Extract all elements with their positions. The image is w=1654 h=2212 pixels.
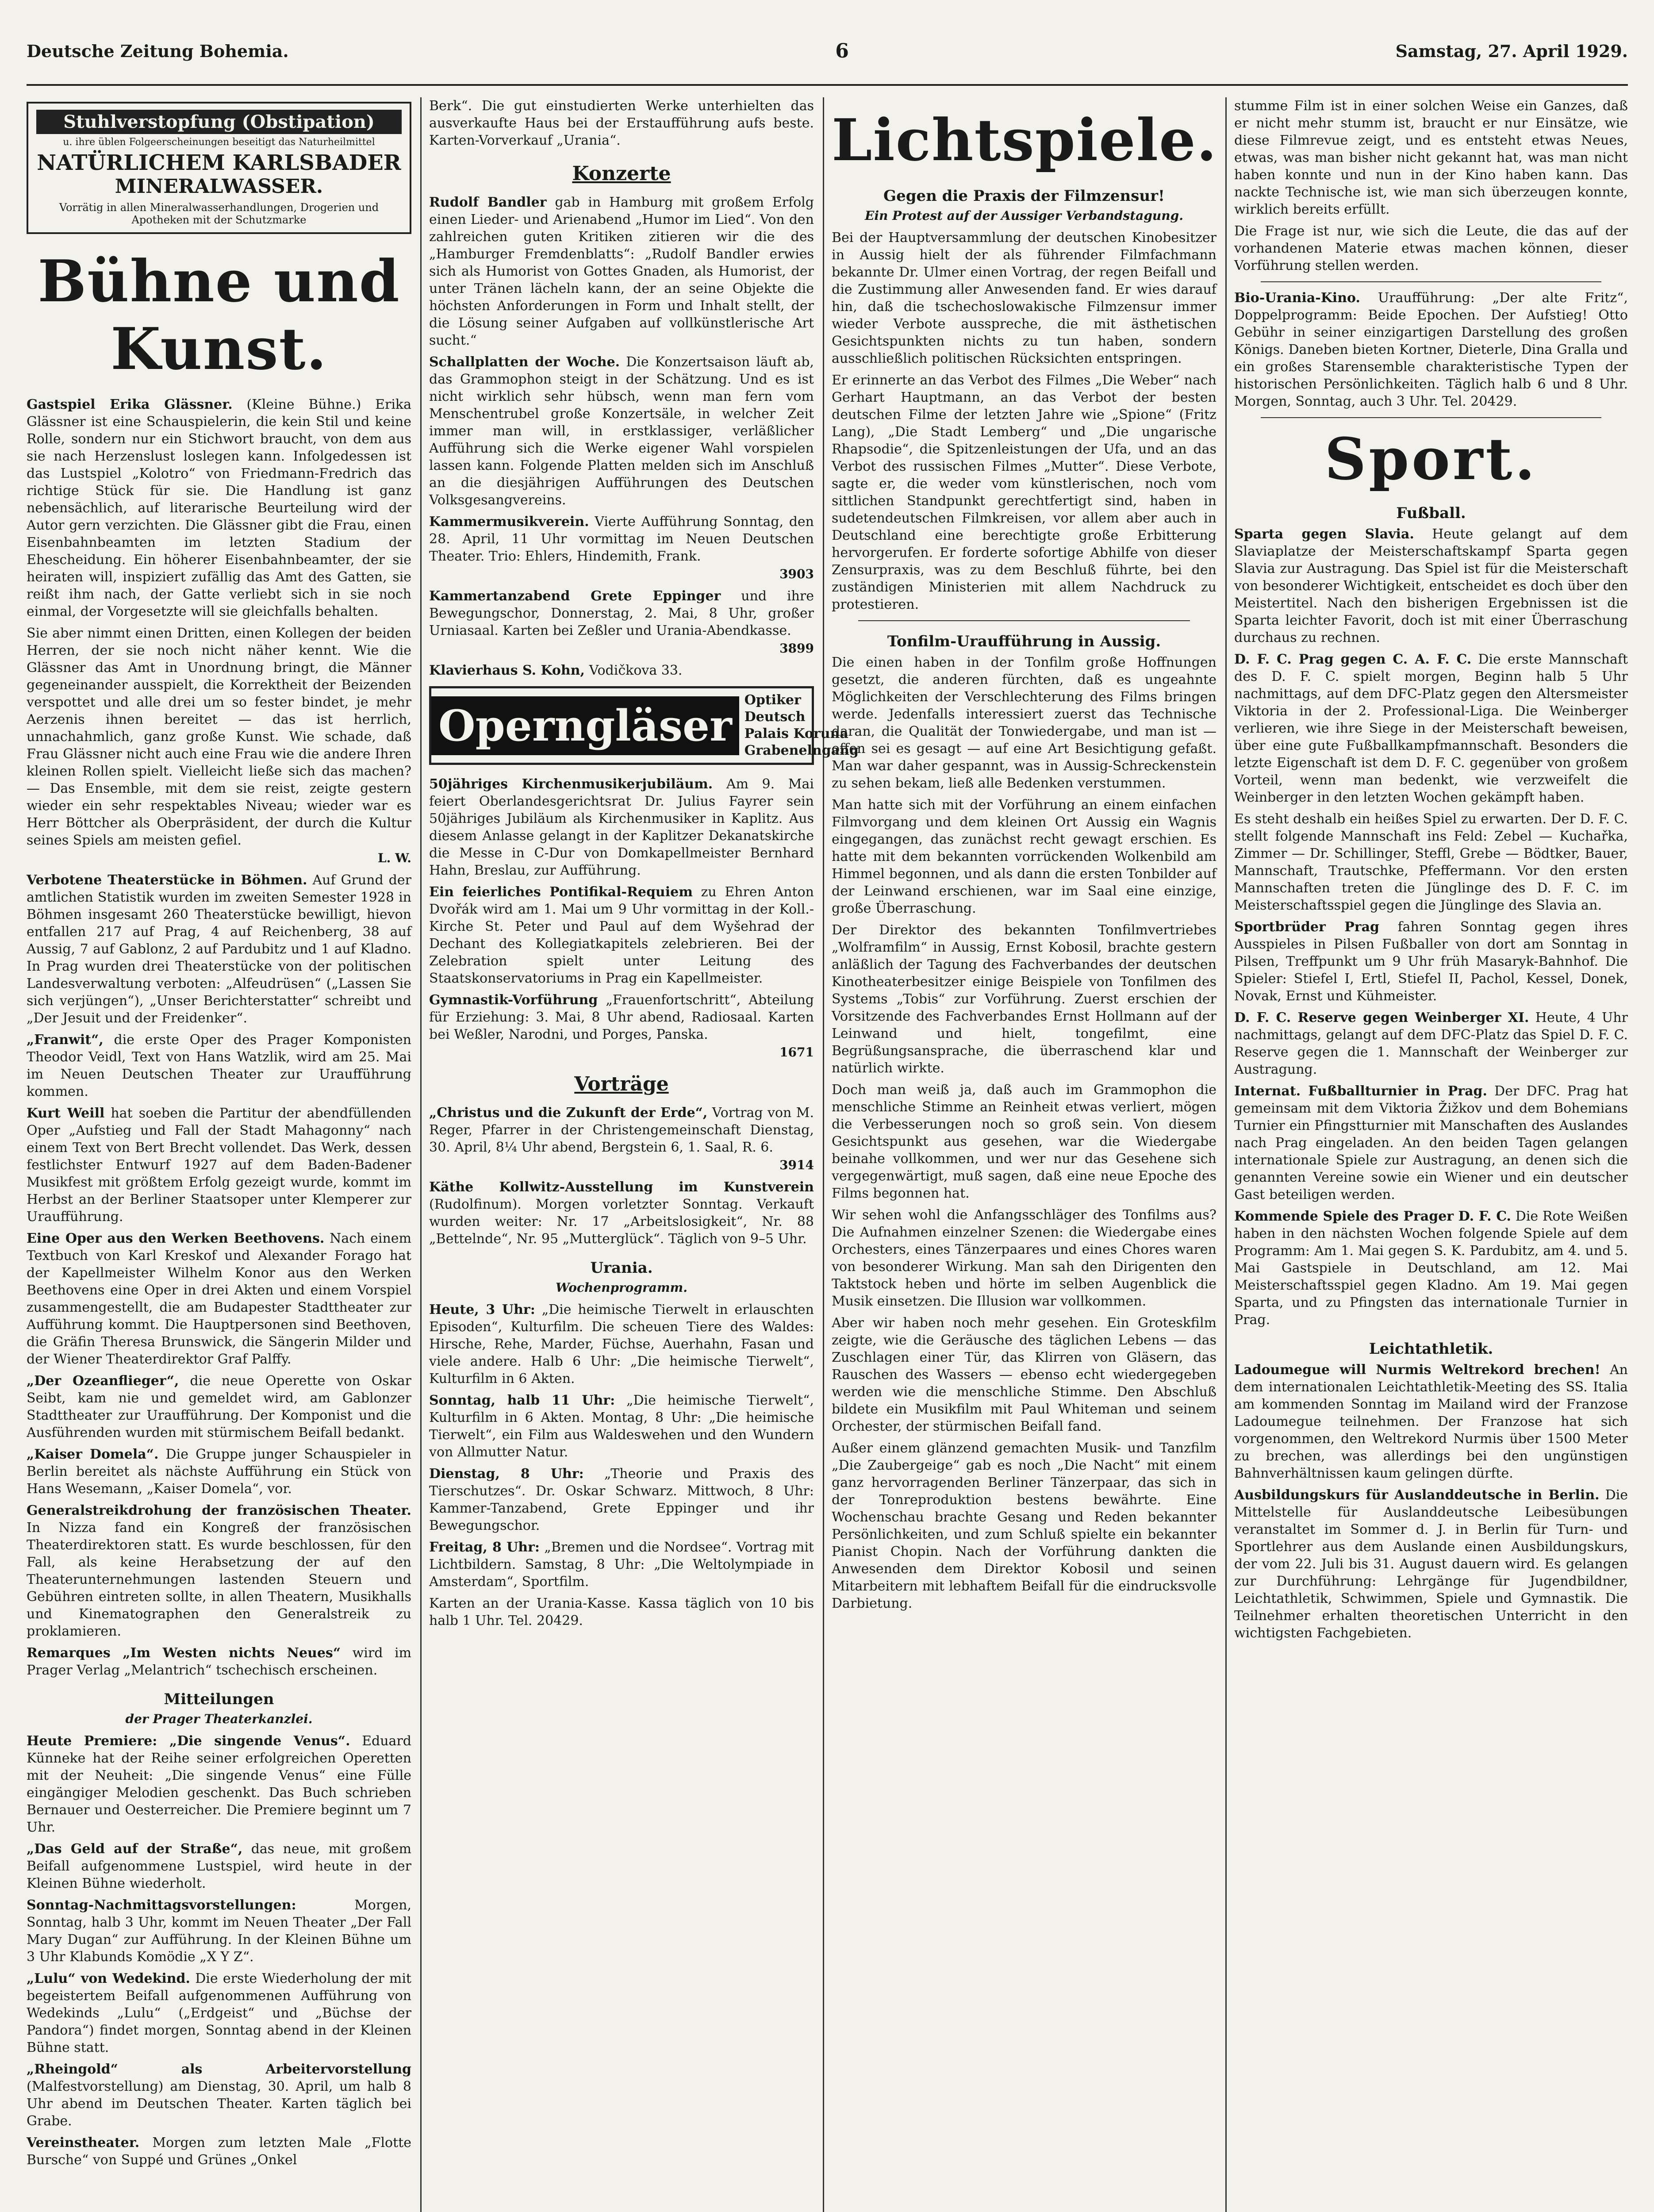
- newspaper-name: Deutsche Zeitung Bohemia.: [27, 41, 289, 61]
- column-3: [832, 97, 1217, 2212]
- article-tonfilm-cont: stumme Film ist in einer solchen Weise ein Ganzes, daß er nicht mehr stumm ist, braucht er nur Einsätze, wie diese Filmrevue zeigt, und es entsteht etwas Neues, etwas, was man bisher nicht gekannt hat, was man nicht haben konnte und nun in der Kino haben kann. Das nackte Technische ist, wie man sich überzeugen konnte, wirklich bereits erfüllt.: [1234, 98, 1628, 217]
- column-divider: [420, 97, 422, 2212]
- article-sonntag: Sonntag-Nachmittagsvorstellungen: Morgen, Sonntag, halb 3 Uhr, kommt im Neuen Theater „Der Fall Mary Dugan“ zur Aufführung. In der Kleinen Bühne um 3 Uhr Klabunds Komödie „X Y Z“.: [27, 1897, 411, 1965]
- article-jubilaeum: 50jähriges Kirchenmusikerjubiläum. Am 9. Mai feiert Oberlandesgerichtsrat Dr. Julius Fayrer sein 50jähriges Jubiläum als Kirchenmusiker in Kaplitz. Aus diesem Anlasse gelangt in der Kaplitzer Dekanatskirche die Messe in C-Dur von Domkapellmeister Bernhard Hahn, Breslau, zur Aufführung.: [429, 776, 814, 878]
- section-title-lichtspiele: Lichtspiele.: [832, 106, 1218, 174]
- article-tonfilm-cont: Die Frage ist nur, wie sich die Leute, die das auf der vorhandenen Materie etwas machen können, dieser Vorführung stellen werden.: [1234, 223, 1628, 273]
- author-signature: L. W.: [377, 851, 411, 865]
- column-divider: [823, 97, 824, 2212]
- article-filmzensur-cont: Er erinnerte an das Verbot des Filmes „Die Weber“ nach Gerhart Hauptmann, an das Verbot der besten deutschen Filme der letzten Jahre wie „Spione“ (Fritz Lang), „Die Stadt Lemberg“ und „Die ungarische Rhapsodie“, die Spitzenleistungen der Ufa, und an das Verbot des russischen Filmes „Mutter“. Diese Verbote, sagte er, die weder vom künstlerischen, noch vom sittlichen Standpunkt gerechtfertigt sind, haben in sudetendeutschen Filmkreisen, vor allem aber auch in Deutschland eine berechtigte große Erbitterung hervorgerufen. Er forderte sofortige Abhilfe von dieser Zensurpraxis, was zu dem Beschluß führte, bei den zuständigen Ministerien mit allem Nachdruck zu protestieren.: [832, 373, 1217, 612]
- ad-number: 3914: [779, 1158, 814, 1172]
- article-glaessner: Gastspiel Erika Glässner. (Kleine Bühne.) Erika Glässner ist eine Schauspielerin, die kein Stil und keine Rolle, sondern nur ein Stichwort braucht, von dem aus sie nach Herzenslust loslegen kann. Infolgedessen ist das Lustspiel „Kolotro“ von Friedmann-Fredrich das richtige Stück für sie. Die Handlung ist ganz nebensächlich, auf literarische Beurteilung wird der Autor gern verzichten. Die Glässner gibt die Frau, einen Eisenbahnbeamten im letzten Stadium der Ehescheidung. Ein höherer Eisenbahnbeamter, der sie heiraten will, inspiziert zufällig das Amt des Gatten, sie reißt ihm nach, der Gatte verliebt sich in sie noch einmal, der Vorgesetzte will sie gleichfalls behalten.: [27, 397, 411, 619]
- article-premiere: Heute Premiere: „Die singende Venus“. Eduard Künneke hat der Reihe seiner erfolgreichen Operetten mit der Neuheit: „Die singende Venus“ eine Fülle eingängiger Melodien geschenkt. Das Buch schrieben Bernauer und Oesterreicher. Die Premiere beginnt um 7 Uhr.: [27, 1733, 411, 1835]
- article-kammermusik: Kammermusikverein. Vierte Aufführung Sonntag, den 28. April, 11 Uhr vormittag im Neuen Deutschen Theater. Trio: Ehlers, Hindemith, Frank.: [429, 514, 814, 564]
- program-entry: Dienstag, 8 Uhr: „Theorie und Praxis des Tierschutzes“. Dr. Oskar Schwarz. Mittwoch, 8 Uhr: Kammer-Tanzabend, Grete Eppinger und ihr Bewegungschor.: [429, 1466, 814, 1533]
- article-dfc-cont: Es steht deshalb ein heißes Spiel zu erwarten. Der D. F. C. stellt folgende Mannschaft ins Feld: Zebel — Kuchařka, Zimmer — Dr. Schillinger, Steffl, Grebe — Bödtker, Bauer, Mannschaft, Trautschke, Pfeffermann. Vor den ersten Mannschaften treten die Jünglinge des D. F. C. im Meisterschaftsspiel gegen die Jünglinge des Slavia an.: [1234, 811, 1628, 913]
- ad-product-line-2: MINERALWASSER.: [115, 175, 323, 198]
- section-title-vortraege: Vorträge: [574, 1073, 669, 1095]
- issue-date: Samstag, 27. April 1929.: [1395, 41, 1628, 61]
- article-dfc: D. F. C. Prag gegen C. A. F. C. Die erste Mannschaft des D. F. C. spielt morgen, Beginn halb 5 Uhr nachmittags, auf dem DFC-Platz gegen den Altersmeister Viktoria in der 2. Professional-Liga. Die Weinberger verlieren, wie ihre Siege in der Meisterschaft beweisen, über eine gute Fußballkampfmannschaft. Besonders die letzte Eigenschaft ist dem D. F. C. gegenüber von großem Vorteil, wenn man bedenkt, wie verzweifelt die Weinberger in den letzten Wochen gekämpft haben.: [1234, 652, 1628, 805]
- subsection-title-leichtathletik: Leichtathletik.: [1369, 1340, 1493, 1358]
- subsection-title-fussball: Fußball.: [1396, 504, 1466, 522]
- section-title-sport: Sport.: [1324, 425, 1538, 493]
- subsection-title-urania: Urania.: [590, 1259, 653, 1277]
- article-tonfilm: Der Direktor des bekannten Tonfilmvertriebes „Wolframfilm“ in Aussig, Ernst Kobosil, brachte gestern anläßlich der Tagung des Fachverbandes der deutschen Kinotheaterbesitzer einige Beispiele von Tonfilmen des Systems „Tobis“ zur Vorführung. Zuerst erschien der Vorsitzende des Fachverbandes Ernst Hollmann auf der Leinwand und hielt, tongefilmt, eine Begrüßungsansprache, die überraschend klar und natürlich wirkte.: [832, 922, 1217, 1076]
- article-verbotene: Verbotene Theaterstücke in Böhmen. Auf Grund der amtlichen Statistik wurden im zweiten Semester 1928 in Böhmen insgesamt 260 Theaterstücke bewilligt, hievon entfallen 217 auf Prag, 4 auf Reichenberg, 38 auf Aussig, 7 auf Gablonz, 2 auf Pardubitz und 1 auf Kladno. In Prag wurden drei Theaterstücke von der politischen Landesverwaltung verboten: „Alfeudrüsen“ („Lassen Sie sich verjüngen“), „Unser Berichterstatter“ schreibt und „Der Jesuit und der Freidenker“.: [27, 872, 411, 1026]
- article-gymnastik: Gymnastik-Vorführung „Frauenfortschritt“, Abteilung für Erziehung: 3. Mai, 8 Uhr abend, Radiosaal. Karten bei Weßler, Narodni, und Porges, Panska.: [429, 992, 814, 1042]
- ad-headline: Stuhlverstopfung (Obstipation): [36, 110, 402, 134]
- ad-number: 3899: [779, 641, 814, 656]
- subsection-title-mitteilungen: Mitteilungen: [164, 1690, 274, 1708]
- page-number: 6: [835, 39, 849, 62]
- article-filmzensur: Bei der Hauptversammlung der deutschen Kinobesitzer in Aussig hielt der als führender Filmfachmann bekannte Dr. Ulmer einen Vortrag, der regen Beifall und die Zustimmung aller Anwesenden fand. Er wies darauf hin, daß die tschechoslowakische Filmzensur immer wieder Verbote ausspreche, die mit ästhetischen Gesichtspunkten nichts zu tun haben, sondern ausschließlich politischen Rücksichten entspringen.: [832, 230, 1217, 366]
- newspaper-page: [27, 18, 1628, 2212]
- article-lulu: „Lulu“ von Wedekind. Die erste Wiederholung der mit begeistertem Beifall aufgenommenen Aufführung von Wedekinds „Lulu“ („Erdgeist“ und „Büchse der Pandora“) findet morgen, Sonntag abend in der Kleinen Bühne statt.: [27, 1971, 411, 2055]
- article-tonfilm: Aber wir haben noch mehr gesehen. Ein Groteskfilm zeigte, wie die Geräusche des täglichen Lebens — das Zuschlagen einer Tür, das Klirren von Gläsern, das Rauschen des Wassers — ebenso echt wiedergegeben werden wie die menschliche Stimme. Den Abschluß bildete ein Musikfilm mit Paul Whiteman und seinem Orchester, der stürmischen Beifall fand.: [832, 1315, 1217, 1434]
- article-sparta-slavia: Sparta gegen Slavia. Heute gelangt auf dem Slaviaplatze der Meisterschaftskampf Sparta gegen Slavia zur Austragung. Das Spiel ist für die Meisterschaft von besonderer Wichtigkeit, entscheidet es doch über den Meistertitel. Nach den bisherigen Ergebnissen ist die Sparta leichter Favorit, doch ist mit einer Überraschung durchaus zu rechnen.: [1234, 526, 1628, 645]
- article-turnier: Internat. Fußballturnier in Prag. Der DFC. Prag hat gemeinsam mit dem Viktoria Žižkov und dem Bohemians Turnier ein Pfingstturnier mit Manschaften des Auslandes nach Prag eingeladen. An den beiden Tagen gelangen internationale Spiele zur Austragung, an denen sich die genannten Vereine sowie ein Wiener und ein deutscher Gast beteiligen werden.: [1234, 1083, 1628, 1202]
- article-vereinstheater: Vereinstheater. Morgen zum letzten Male „Flotte Bursche“ von Suppé und Grünes „Onkel: [27, 2135, 411, 2168]
- section-title-konzerte: Konzerte: [572, 162, 671, 185]
- article-rheingold: „Rheingold“ als Arbeitervorstellung (Malfestvorstellung) am Dienstag, 30. April, um halb 8 Uhr abend im Deutschen Theater. Karten täglich bei Grabe.: [27, 2062, 411, 2129]
- headline-tonfilm: Tonfilm-Uraufführung in Aussig.: [887, 633, 1161, 650]
- article-ausbildungskurs: Ausbildungskurs für Auslanddeutsche in Berlin. Die Mittelstelle für Auslanddeutsche Leibesübungen veranstaltet im Sommer d. J. in Berlin für Turn- und Sportlehrer aus dem Auslande einen Ausbildungskurs, der vom 22. Juli bis 31. August dauern wird. Es gelangen zur Durchführung: Lehrgänge für Jugendbildner, Leichtathletik, Schwimmen, Spiele und Gymnastik. Die Teilnehmer erhalten theoretischen Unterricht in den wichtigsten Fachgebieten.: [1234, 1487, 1628, 1641]
- article-tonfilm: Wir sehen wohl die Anfangsschläger des Tonfilms aus? Die Aufnahmen einzelner Szenen: die Wiedergabe eines Orchesters, eines Tänzerpaares und eines Chores waren von besonderer Wirkung. Man sah den Dirigenten den Taktstock heben und hörte im selben Augenblick die Musik einsetzen. Die Illusion war vollkommen.: [832, 1207, 1217, 1309]
- headline-filmzensur: Gegen die Praxis der Filmzensur!: [883, 187, 1165, 205]
- article-generalstreik: Generalstreikdrohung der französischen Theater. In Nizza fand ein Kongreß der französischen Theaterdirektoren statt. Es wurde beschlossen, für den Fall, als keine Herabsetzung der auf den Theaterunternehmungen lastenden Steuern und Gebühren eintreten sollte, in allen Theatern, Musikhalls und Kinematographen den Generalstreik zu proklamieren.: [27, 1503, 411, 1639]
- article-tonfilm: Die einen haben in der Tonfilm große Hoffnungen gesetzt, die anderen fürchten, daß es ungeahnte Möglichkeiten der Verschlechterung des Films bringen werde. Jedenfalls interessiert zuerst das Technische daran, die Qualität der Tonwiedergabe, und man ist — offen sei es gesagt — auf eine Art Besichtigung gefaßt. Man war daher gespannt, was in Aussig-Schreckenstein zu sehen bekam, ließ alle Bedenken verstummen.: [832, 655, 1217, 791]
- article-continuation: Berk“. Die gut einstudierten Werke unterhielten das ausverkaufte Haus bei der Erstaufführung aufs beste. Karten-Vorverkauf „Urania“.: [429, 98, 814, 148]
- article-dfc-reserve: D. F. C. Reserve gegen Weinberger XI. Heute, 4 Uhr nachmittags, gelangt auf dem DFC-Platz das Spiel D. F. C. Reserve gegen die 1. Mannschaft der Weinberger zur Austragung.: [1234, 1010, 1628, 1077]
- subheadline-filmzensur: Ein Protest auf der Aussiger Verbandstagung.: [865, 208, 1183, 223]
- article-weill: Kurt Weill hat soeben die Partitur der abendfüllenden Oper „Aufstieg und Fall der Stadt Mahagonny“ nach einem Text von Bert Brecht vollendet. Das Werk, dessen festlichster Entwurf 1927 auf dem Baden-Badener Musikfest mit größtem Erfolg gezeigt wurde, kommt im Herbst an der Berliner Staatsoper unter Klemperer zur Uraufführung.: [27, 1106, 411, 1225]
- masthead: [27, 18, 1628, 86]
- column-divider: [1225, 97, 1227, 2212]
- article-glaessner-cont: Sie aber nimmt einen Dritten, einen Kollegen der beiden Herren, der sie noch nicht näher kennt. Wie die Glässner das Amt in Unordnung bringt, die Männer gegeneinander ausspielt, die Korrektheit der Beizenden verspottet und alle drei um so fester bindet, je mehr Aerzenis ihnen bereitet — das ist herrlich, unnachahmlich, ganz große Kunst. Wie schade, daß Frau Glässner nicht auch eine Frau wie die andere Ihren kleinen Rollen spielt. Vielleicht ließe sich das machen? — Das Ensemble, mit dem sie reist, zeigte gestern wieder ein sehr respektables Niveau; wieder war es Herr Böttcher als Oberpräsident, der durch die Kultur seines Spiels am meisten gefiel.: [27, 626, 411, 848]
- column-1: [27, 97, 411, 2212]
- article-tonfilm: Doch man weiß ja, daß auch im Grammophon die menschliche Stimme an Reinheit etwas verliert, mögen die Verbesserungen noch so groß sein. Von diesem Gesichtspunkt aus gesehen, war die Wiedergabe beinahe vollkommen, und wer nur das Gesehene sich vergegenwärtigt, muß sagen, daß eine neue Epoche des Films begonnen hat.: [832, 1082, 1217, 1201]
- article-bandler: Rudolf Bandler gab in Hamburg mit großem Erfolg einen Lieder- und Arienabend „Humor im Lied“. Von den zahlreichen guten Kritiken zitieren wir die des „Hamburger Fremdenblatts“: „Rudolf Bandler erwies sich als Humorist von Gottes Gnaden, als Humorist, der unter Tränen lächeln kann, der an seine Objekte die höchsten Anforderungen in Form und Inhalt stellt, der die Lösung seiner Aufgaben auf vollkünstlerische Art sucht.“: [429, 195, 814, 348]
- article-ladoumegue: Ladoumegue will Nurmis Weltrekord brechen! An dem internationalen Leichtathletik-Meeting des SS. Italia am kommenden Sonntag im Mailand wird der Franzose Ladoumegue teilnehmen. Der Franzose hat sich vorgenommen, den Weltrekord Nurmis über 1500 Meter zu brechen, was allerdings bei den ungünstigen Bahnverhältnissen kaum gelingen dürfte.: [1234, 1362, 1628, 1481]
- mineral-water-ad: [27, 102, 411, 234]
- column-2: [429, 97, 859, 2212]
- subsection-subtitle: der Prager Theaterkanzlei.: [125, 1712, 313, 1726]
- article-kollwitz: Käthe Kollwitz-Ausstellung im Kunstverein (Rudolfinum). Morgen vorletzter Sonntag. Verkauft wurden weiter: Nr. 17 „Arbeitslosigkeit“, Nr. 88 „Bettelnde“, Nr. 95 „Mutterglück“. Täglich von 9–5 Uhr.: [429, 1179, 814, 1247]
- article-tonfilm: Man hatte sich mit der Vorführung an einem einfachen Filmvorgang und dem kleinen Ort Aussig ein Wagnis eingegangen, das zunächst recht gewagt erschien. Es hatte mit dem bekannten vorrückenden Wolkenbild am Himmel begonnen, und als dann die ersten Tonbilder auf der Leinwand erschienen, war im Saal eine einzige, große Überraschung.: [832, 797, 1217, 916]
- article-kommende-spiele: Kommende Spiele des Prager D. F. C. Die Rote Weißen haben in den nächsten Wochen folgende Spiele auf dem Programm: Am 1. Mai gegen S. K. Pardubitz, am 4. und 5. Mai Gastspiele in Deutschland, am 12. Mai Meisterschaftsspiel gegen Kladno. Am 19. Mai gegen Sparta, und zu Pfingsten das internationale Turnier in Prag.: [1234, 1209, 1628, 1328]
- subsection-subtitle: Wochenprogramm.: [556, 1280, 687, 1295]
- article-christus: „Christus und die Zukunft der Erde“, Vortrag von M. Reger, Pfarrer in der Christengemeinschaft Dienstag, 30. April, 8¼ Uhr abend, Bergstein 6, 1. Saal, R. 6.: [429, 1105, 814, 1155]
- ad-vendor: Optiker Deutsch Palais Koruna Grabenelngang: [744, 692, 859, 758]
- program-entry: Freitag, 8 Uhr: „Bremen und die Nordsee“. Vortrag mit Lichtbildern. Samstag, 8 Uhr: „Die Weltolympiade in Amsterdam“, Sportfilm.: [429, 1540, 814, 1590]
- section-title-buehne: Bühne und Kunst.: [38, 247, 400, 383]
- ad-product-line-1: NATÜRLICHEM KARLSBADER: [37, 150, 401, 175]
- program-entry: Heute, 3 Uhr: „Die heimische Tierwelt in erlauschten Episoden“, Kulturfilm. Die scheuen Tiere des Waldes: Hirsche, Rehe, Marder, Füchse, Auerhahn, Fasan und viele andere. Halb 6 Uhr: „Die heimische Tierwelt“, Kulturfilm in 6 Akten.: [429, 1302, 814, 1386]
- divider: [1261, 417, 1601, 418]
- article-franwit: „Franwit“, die erste Oper des Prager Komponisten Theodor Veidl, Text von Hans Watzlik, wird am 25. Mai im Neuen Deutschen Theater zur Uraufführung kommen.: [27, 1032, 411, 1099]
- article-beethoven-oper: Eine Oper aus den Werken Beethovens. Nach einem Textbuch von Karl Kreskof und Alexander Forago hat der Kapellmeister Wilhelm Konor aus den Werken Beethovens eine Oper in drei Akten und einem Vorspiel zusammengestellt, die am Budapester Stadttheater zur Aufführung kommt. Die Hauptpersonen sind Beethoven, die Gräfin Theresa Brunswick, die Sängerin Milder und der Wiener Theaterdirektor Graf Palffy.: [27, 1231, 411, 1367]
- article-sportbrueder: Sportbrüder Prag fahren Sonntag gegen ihres Ausspieles in Pilsen Fußballer von dort am Sonntag in Pilsen, Treffpunkt um 9 Uhr früh Masaryk-Bahnhof. Die Spieler: Stiefel I, Ertl, Stiefel II, Pachol, Kessel, Donek, Novak, Ernst und Kühmeister.: [1234, 919, 1628, 1004]
- article-ozeanflieger: „Der Ozeanflieger“, die neue Operette von Oskar Seibt, kam nie und gemeldet wird, am Gablonzer Stadttheater zur Uraufführung. Der Komponist und die Ausführenden wurden mit stürmischem Beifall bedankt.: [27, 1373, 411, 1440]
- article-remarque: Remarques „Im Westen nichts Neues“ wird im Prager Verlag „Melantrich“ tschechisch erscheinen.: [27, 1645, 411, 1678]
- opera-glasses-ad: [429, 686, 859, 765]
- divider: [858, 620, 1190, 621]
- divider: [1261, 281, 1601, 282]
- article-tonfilm: Außer einem glänzend gemachten Musik- und Tanzfilm „Die Zaubergeige“ gab es noch „Die Nacht“ mit einem ganz hervorragenden Berliner Tänzerpaar, das sich in der Tonreproduktion bestens bewährte. Eine Wochenschau brachte Gesang und Reden bekannter Persönlichkeiten, und zum Schluß spielte ein bekannter Pianist Chopin. Nach der Vorführung dankten die Anwesenden dem Direktor Kobosil und seinen Mitarbeitern mit lebhaftem Beifall für die eindrucksvolle Darbietung.: [832, 1440, 1217, 1611]
- article-domela: „Kaiser Domela“. Die Gruppe junger Schauspieler in Berlin bereitet als nächste Aufführung ein Stück von Hans Wesemann, „Kaiser Domela“, vor.: [27, 1447, 411, 1497]
- article-geld-strasse: „Das Geld auf der Straße“, das neue, mit großem Beifall aufgenommene Lustspiel, wird heute in der Kleinen Bühne wiederholt.: [27, 1841, 411, 1891]
- article-kammertanz: Kammertanzabend Grete Eppinger und ihre Bewegungschor, Donnerstag, 2. Mai, 8 Uhr, großer Urniasaal. Karten bei Zeßler und Urania-Abendkasse.: [429, 588, 814, 638]
- ad-product-name: Operngläser: [431, 696, 739, 755]
- program-footer: Karten an der Urania-Kasse. Kassa täglich von 10 bis halb 1 Uhr. Tel. 20429.: [429, 1596, 814, 1628]
- article-requiem: Ein feierliches Pontifikal-Requiem zu Ehren Anton Dvořák wird am 1. Mai um 9 Uhr vormittag in der Koll.-Kirche St. Peter und Paul auf dem Wyšehrad der Dechant des Kollegiatkapitels zelebrieren. Bei der Zelebration spielt unter Leitung des Staatskonservatoriums in Prag ein Kapellmeister.: [429, 884, 814, 986]
- program-entry: Sonntag, halb 11 Uhr: „Die heimische Tierwelt“, Kulturfilm in 6 Akten. Montag, 8 Uhr: „Die heimische Tierwelt“, ein Film aus Waldeswehen und den Wundern von Allmutter Natur.: [429, 1393, 814, 1460]
- article-schallplatten: Schallplatten der Woche. Die Konzertsaison läuft ab, das Grammophon steigt in der Schätzung. Und es ist nicht wirklich sehr hübsch, wenn man fern vom Menschentrubel große Konzertsäle, in welcher Zeit immer man will, in erstklassiger, verläßlicher Aufführung sich die Werke eigener Wahl vorspielen lassen kann. Folgende Platten melden sich im Anschluß an die diesjährigen Aufführungen des Deutschen Volksgesangvereins.: [429, 354, 814, 508]
- ad-availability: Vorrätig in allen Mineralwasserhandlungen, Drogerien und Apotheken mit der Schutzmarke: [59, 201, 379, 226]
- article-bio-urania: Bio-Urania-Kino. Uraufführung: „Der alte Fritz“, Doppelprogramm: Beide Epochen. Der Aufstieg! Otto Gebühr in seiner einzigartigen Darstellung des großen Königs. Daneben bieten Kortner, Dieterle, Dina Gralla und ein großes Starensemble charakteristische Typen der historischen Persönlichkeiten. Täglich halb 6 und 8 Uhr. Morgen, Sonntag, auch 3 Uhr. Tel. 20429.: [1234, 290, 1628, 409]
- column-4: [1234, 97, 1628, 2212]
- ad-number: 1671: [779, 1045, 814, 1060]
- ad-number: 3903: [779, 567, 814, 581]
- article-klavierhaus: Klavierhaus S. Kohn, Vodičkova 33.: [429, 663, 683, 678]
- ad-subline: u. ihre üblen Folgeerscheinungen beseitigt das Naturheilmittel: [63, 137, 375, 148]
